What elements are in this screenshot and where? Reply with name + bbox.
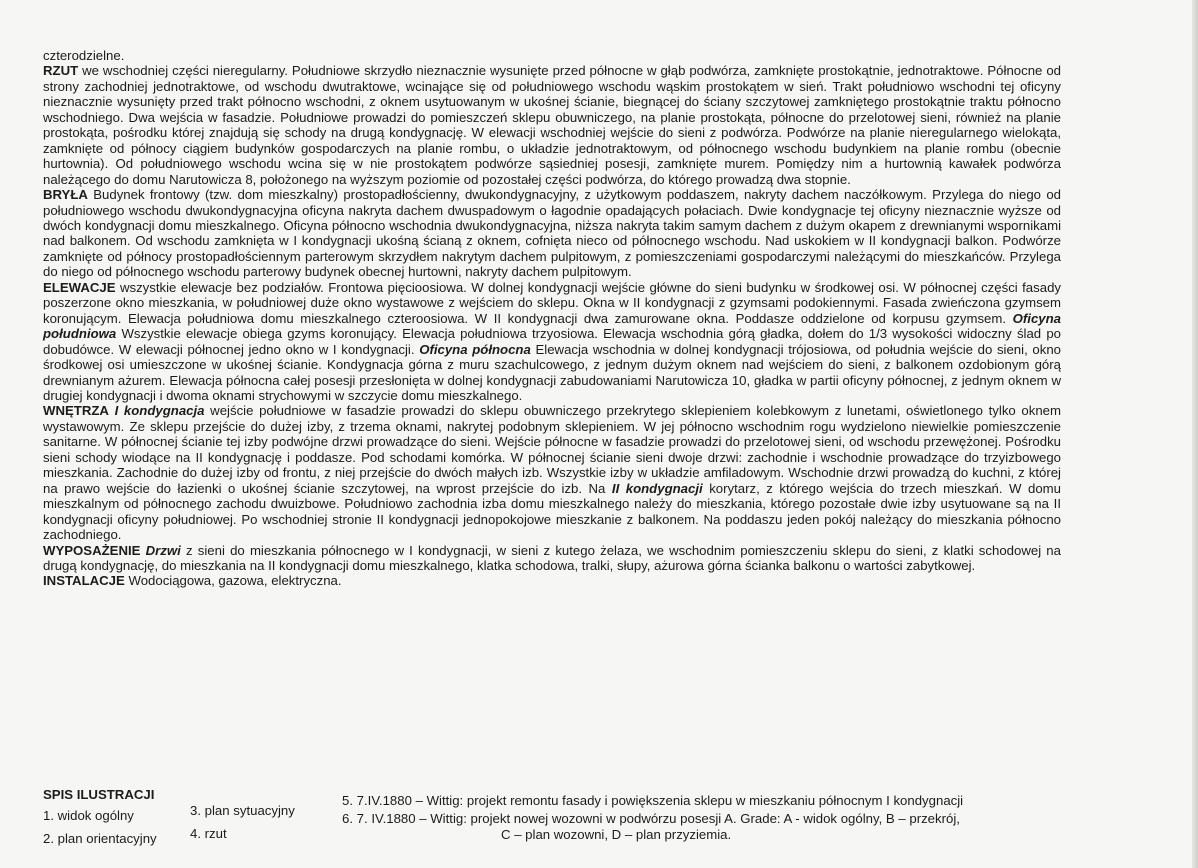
section-heading: INSTALACJE <box>43 573 125 589</box>
section-text: we wschodniej części nieregularny. Południowe skrzydło nieznacznie wysunięte przed północne w głąb podwórza, zamknięte prostokątnie, jednotraktowe. Północne od strony zachodniej jednotraktowe, od wschodu dwutraktowe, wcinające się od południowego wschodu wąskim prostokątem w sień. Trakt południowo wschodni tej oficyny nieznacznie wysunięty przed trakt północno wschodni, z oknem usytuowanym w ukośnej ścianie, biegnącej do ściany szczytowej zamkniętego prostokątnie traktu północno wschodniego. Dwa wejścia w fasadzie. Południowe prowadzi do pomieszczeń sklepu obuwniczego, na planie prostokąta, północne do przelotowej sieni, również na planie prostokąta, pośrodku której znajdują się schody na drugą kondygnację. W elewacji wschodniej wejście do sieni z podwórza. Podwórze na planie nieregularnego wielokąta, zamknięte od północy ciągiem budynków gospodarczych na planie rombu, o układzie jednotraktowym, od północnego wschodu budynkiem na planie rombu (obecnie hurtownia). Od południowego wschodu wcina się w nie prostokątem podwórze sąsiedniej posesji, zamknięte murem. Pomiędzy nim a hurtownią kawałek podwórza należącego do domu Narutowicza 8, położonego na wyższym poziomie od pozostałej części podwórza, do którego prowadzą dwa stopnie. <box>43 63 1061 187</box>
subheading: Oficyna południowa <box>43 310 1061 342</box>
section-text: Elewacja wschodnia w dolnej kondygnacji trójosiowa, od południa wejście do sieni, okno środkowej osi umieszczone w ukośnej ścianie. Kondygnacja górna z muru szachulcowego, z jednym dużym oknem nad wejściem do sieni, z balkonem ozdobionym górą drewnianym ażurem. Elewacja północna całej posesji przesłonięta w dolnej kondygnacji zabudowaniami Narutowicza 10, gładka w partii oficyny północnej, z jednym oknem w drugiej kondygnacji i dwoma oknami strychowymi w szczycie domu mieszkalnego. <box>43 341 1061 403</box>
scan-edge <box>1192 0 1198 868</box>
section-heading: BRYŁA <box>43 187 88 203</box>
subheading: II kondygnacji <box>611 480 703 496</box>
section-text: wejście południowe w fasadzie prowadzi do sklepu obuwniczego przekrytego sklepieniem kolebkowym z lunetami, oświetlonego tylko oknem wystawowym. Ze sklepu przejście do dużej izby, z trzema oknami, nakrytej podobnym sklepieniem. W jej północno wschodnim rogu wydzielono niewielkie pomieszczenie sanitarne. W północnej ścianie tej izby podwójne drzwi prowadzące do sieni. Wejście północne w fasadzie prowadzi do przelotowej sieni, od wschodu przewężonej. Pośrodku sieni schody wiodące na II kondygnację i poddasze. Pod schodami komórka. W północnej ścianie sieni dwoje drzwi: zachodnie i wschodnie prowadzące do trzyizbowego mieszkania. Zachodnie do dużej izby od frontu, z niej przejście do dwóch małych izb. Wszystkie izby w układzie amfiladowym. Wschodnie drzwi prowadzą do kuchni, z której na prawo wejście do łazienki o ukośnej ścianie szczytowej, na wprost przejście do izb. Na <box>43 403 1061 496</box>
section-wyposazenie <box>43 543 1061 574</box>
subheading: Oficyna północna <box>419 341 531 357</box>
section-heading: WYPOSAŻENIE <box>43 542 141 558</box>
section-heading: WNĘTRZA <box>43 403 109 419</box>
illustrations-title: SPIS ILUSTRACJI <box>43 787 155 802</box>
section-instalacje <box>43 573 1061 588</box>
section-text: z sieni do mieszkania północnego w I kondygnacji, w sieni z kutego żelaza, we wschodnim pomieszczeniu sklepu do sieni, z klatki schodowej na drugą kondygnację, do mieszkania na II kondygnacji domu mieszkalnego, klatka schodowa, tralki, słupy, ażurowa górna ścianka balkonu o wartości zabytkowej. <box>43 542 1061 573</box>
section-heading: ELEWACJE <box>43 279 116 295</box>
section-text: Wszystkie elewacje obiega gzyms koronujący. Elewacja południowa trzyosiowa. Elewacja wschodnia górą gładka, dołem do 1/3 wysokości widoczny ślad po dobudówce. W elewacji północnej jedno okno w I kondygnacji. <box>43 326 1061 357</box>
section-text: wszystkie elewacje bez podziałów. Frontowa pięcioosiowa. W dolnej kondygnacji wejście główne do sieni budynku w środkowej osi. W północnej części fasady poszerzone okno mieszkania, w południowej duże okno wystawowe z wejściem do sklepu. Okna w II kondygnacji z gzymsami podokiennymi. Fasada zwieńczona gzymsem koronującym. Elewacja południowa domu mieszkalnego czteroosiowa. W II kondygnacji dwa zamurowane okna. Poddasze oddzielone od korpusu gzymsem. <box>43 279 1061 326</box>
subheading: Drzwi <box>140 542 181 558</box>
illustration-item: 4. rzut <box>190 826 227 841</box>
subheading: I kondygnacja <box>108 403 205 419</box>
section-bryla <box>43 187 1061 280</box>
illustration-item-continued: C – plan wozowni, D – plan przyziemia. <box>501 827 732 842</box>
illustration-item: 3. plan sytuacyjny <box>190 803 295 818</box>
illustration-item: 2. plan orientacyjny <box>43 831 157 846</box>
section-text: Budynek frontowy (tzw. dom mieszkalny) prostopadłościenny, dwukondygnacyjny, z użytkowym poddaszem, nakryty dachem naczółkowym. Przylega do niego od południowego wschodu dwukondygnacyjna oficyna nakryta dachem dwuspadowym o łagodnie opadających połaciach. Dwie kondygnacje tej oficyny nieznacznie wyższe od dwóch kondygnacji domu mieszkalnego. Oficyna północno wschodnia dwukondygnacyjna, niższa nakryta takim samym dachem z dużym okapem z drewnianymi wspornikami nad balkonem. Od wschodu zamknięta w I kondygnacji ukośną ścianą z oknem, cofnięta nieco od północnego wschodu. Nad uskokiem w II kondygnacji balkon. Podwórze zamknięte od północy prostopadłościennym parterowym skrzydłem nakrytym dachem pulpitowym, z pomieszczeniami gospodarczymi należącymi do mieszkańców. Przylega do niego od północnego wschodu parterowy budynek obecnej hurtowni, nakryty dachem pulpitowym. <box>43 187 1061 280</box>
section-rzut <box>43 63 1061 187</box>
section-text: Wodociągowa, gazowa, elektryczna. <box>124 573 342 589</box>
intro-line: czterodzielne. <box>43 48 125 63</box>
document-body <box>43 48 1061 589</box>
illustrations-list <box>43 787 1083 857</box>
illustration-item: 6. 7. IV.1880 – Wittig: projekt nowej wozowni w podwórzu posesji A. Grade: A - widok ogólny, B – przekrój, <box>342 811 960 826</box>
section-text: korytarz, z którego wejścia do trzech mieszkań. W domu mieszkalnym od północnego zachodu dwuizbowe. Południowo zachodnia izba domu mieszkalnego należy do mieszkania, którego pozostałe dwie izby usytuowane są na II kondygnacji oficyny południowej. Po wschodniej stronie II kondygnacji jednopokojowe mieszkanie z balkonem. Na poddaszu jeden pokój należący do mieszkania północno zachodniego. <box>43 480 1061 543</box>
illustration-item: 1. widok ogólny <box>43 808 134 823</box>
section-heading: RZUT <box>43 63 79 79</box>
section-wnetrza <box>43 403 1061 542</box>
illustration-item: 5. 7.IV.1880 – Wittig: projekt remontu fasady i powiększenia sklepu w mieszkaniu północnym I kondygnacji <box>342 793 964 808</box>
section-elewacje <box>43 280 1061 404</box>
